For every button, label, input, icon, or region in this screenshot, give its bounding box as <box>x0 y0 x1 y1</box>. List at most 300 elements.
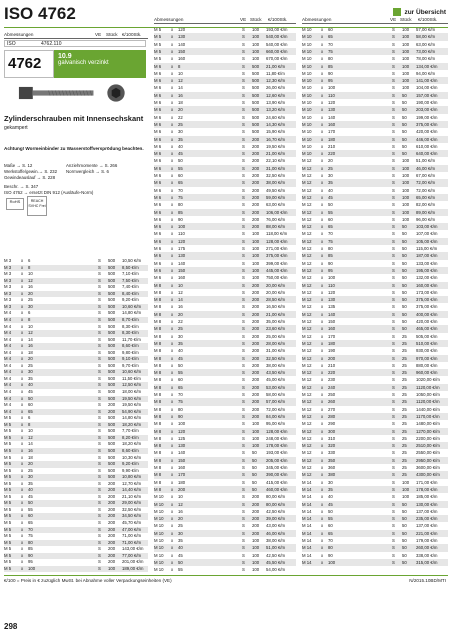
row-length: 35 <box>328 486 333 492</box>
row-qty: 50 <box>402 282 407 288</box>
row-length: 55 <box>28 506 33 512</box>
row-x: x <box>21 415 24 421</box>
row-qty: 100 <box>252 27 260 32</box>
row-qty: 100 <box>402 70 410 76</box>
row-price: 118,00 €/m <box>266 231 288 237</box>
row-length: 150 <box>178 267 186 273</box>
row-ve: S <box>98 559 101 565</box>
mid-col-head-dim: Abmessungen <box>154 17 184 22</box>
row-price: 26,00 €/m <box>266 85 286 91</box>
row-x: x <box>321 406 324 412</box>
row-price: 750,00 €/m <box>266 275 288 281</box>
row-size: M 5 <box>4 559 12 565</box>
row-x: x <box>171 158 174 164</box>
row-length: 70 <box>178 392 183 397</box>
table-row <box>154 333 296 340</box>
row-size: M 3 <box>4 277 12 283</box>
row-price: 57,00 €/m <box>266 399 286 405</box>
row-length: 25 <box>178 326 183 332</box>
row-qty: 200 <box>252 143 260 149</box>
table-row <box>154 449 296 456</box>
row-length: 30 <box>178 129 183 135</box>
row-size: M 14 <box>302 545 312 551</box>
row-qty: 100 <box>402 173 410 178</box>
row-qty: 500 <box>108 277 116 283</box>
row-price: 8,30 €/m <box>122 323 139 329</box>
row-price: 375,00 €/m <box>416 297 438 303</box>
iso-code-box <box>4 40 146 47</box>
ref-beschr[interactable]: Beschr. → S. 347 <box>4 184 39 189</box>
table-row <box>302 501 448 508</box>
row-x: x <box>21 500 24 506</box>
row-ve: S <box>98 323 101 329</box>
row-ve: S <box>392 151 395 157</box>
row-x: x <box>171 362 174 368</box>
row-size: M 6 <box>154 180 162 186</box>
row-size: M 10 <box>302 78 312 84</box>
row-length: 170 <box>328 129 336 135</box>
row-price: 38,00 €/m <box>266 180 286 186</box>
row-price: 9,90 €/m <box>122 467 139 473</box>
row-length: 12 <box>28 330 33 336</box>
table-row <box>302 157 448 164</box>
table-row <box>302 55 448 62</box>
table-row <box>154 201 296 208</box>
row-price: 248,00 €/m <box>266 435 288 441</box>
row-length: 16 <box>178 92 183 98</box>
row-length: 55 <box>178 165 183 171</box>
row-size: M 14 <box>302 486 312 492</box>
table-row <box>154 296 296 303</box>
row-x: x <box>171 413 174 419</box>
row-ve: S <box>392 27 395 32</box>
row-price: 31,00 €/m <box>266 165 286 171</box>
row-x: x <box>171 567 174 573</box>
row-ve: S <box>242 151 245 157</box>
row-size: M 14 <box>302 494 312 500</box>
row-size: M 5 <box>4 513 12 519</box>
row-x: x <box>321 107 324 113</box>
row-qty: 200 <box>108 552 116 558</box>
row-size: M 4 <box>4 330 12 336</box>
table-row <box>302 457 448 464</box>
row-qty: 500 <box>252 63 260 69</box>
row-size: M 12 <box>302 450 312 456</box>
ref-anziehmomente[interactable]: Anziehmomente → S. 266 <box>66 163 118 168</box>
table-row <box>154 179 296 186</box>
table-row <box>154 230 296 237</box>
row-x: x <box>21 421 24 427</box>
row-ve: S <box>242 406 245 412</box>
iso-code-prefix: ISO <box>7 41 16 47</box>
row-price: 19,50 €/m <box>122 402 142 408</box>
row-x: x <box>171 143 174 149</box>
row-ve: S <box>392 465 395 470</box>
table-row <box>302 136 448 143</box>
table-row <box>302 92 448 99</box>
row-size: M 12 <box>302 297 312 303</box>
row-price: 28,50 €/m <box>266 297 286 303</box>
row-ve: S <box>98 461 101 467</box>
row-ve: S <box>392 355 395 361</box>
row-length: 20 <box>28 356 33 362</box>
row-length: 70 <box>328 231 333 237</box>
row-length: 250 <box>328 392 336 397</box>
row-ve: S <box>242 238 245 244</box>
row-x: x <box>321 384 324 390</box>
row-x: x <box>171 289 174 295</box>
row-x: x <box>321 158 324 164</box>
row-size: M 10 <box>302 27 312 32</box>
table-row <box>154 537 296 544</box>
ref-normvergleich[interactable]: Normvergleich → S. 6 <box>66 169 109 174</box>
row-price: 32,50 €/m <box>266 355 286 361</box>
row-x: x <box>321 516 324 522</box>
row-x: x <box>171 494 174 500</box>
row-ve: S <box>242 275 245 281</box>
row-price: 960,00 €/m <box>416 370 438 376</box>
row-qty: 25 <box>402 355 407 361</box>
row-size: M 8 <box>154 362 162 368</box>
row-price: 24,60 €/m <box>266 114 286 120</box>
row-price: 54,90 €/m <box>122 408 142 414</box>
row-x: x <box>171 78 174 84</box>
row-size: M 6 <box>154 92 162 98</box>
row-x: x <box>321 435 324 441</box>
row-size: M 3 <box>4 264 12 270</box>
table-row <box>154 552 296 559</box>
row-price: 8,20 €/m <box>122 434 139 440</box>
row-price: 76,00 €/m <box>266 216 286 222</box>
row-size: M 8 <box>154 435 162 441</box>
row-price: 28,00 €/m <box>266 340 286 346</box>
row-price: 67,00 €/m <box>416 173 436 178</box>
row-size: M 14 <box>302 501 312 507</box>
row-qty: 200 <box>108 402 116 408</box>
row-qty: 50 <box>402 311 407 317</box>
row-qty: 100 <box>252 246 260 251</box>
row-qty: 50 <box>402 559 407 565</box>
row-ve: S <box>98 454 101 460</box>
row-x: x <box>321 48 324 54</box>
row-qty: 500 <box>108 310 116 316</box>
row-ve: S <box>242 472 245 478</box>
row-length: 20 <box>178 516 183 522</box>
row-qty: 25 <box>402 348 407 354</box>
overview-link[interactable] <box>393 8 446 16</box>
row-ve: S <box>98 330 101 336</box>
row-length: 280 <box>328 413 336 419</box>
row-x: x <box>321 472 324 478</box>
row-x: x <box>321 559 324 565</box>
row-length: 95 <box>328 78 333 84</box>
row-qty: 500 <box>108 264 116 270</box>
row-ve: S <box>242 340 245 346</box>
row-qty: 200 <box>252 326 260 332</box>
row-qty: 200 <box>108 487 116 493</box>
row-x: x <box>171 333 174 339</box>
row-size: M 10 <box>302 100 312 105</box>
row-x: x <box>321 370 324 376</box>
row-price: 9,20 €/m <box>122 461 139 467</box>
row-x: x <box>321 180 324 186</box>
row-length: 75 <box>328 238 333 244</box>
row-price: 12,50 €/m <box>122 382 142 388</box>
row-ve: S <box>392 311 395 317</box>
row-qty: 100 <box>252 56 260 62</box>
table-row <box>4 382 148 389</box>
row-size: M 8 <box>154 399 162 405</box>
row-price: 1020,00 €/m <box>416 377 440 383</box>
row-size: M 12 <box>302 187 312 193</box>
row-size: M 10 <box>302 92 312 98</box>
table-row <box>154 464 296 471</box>
row-x: x <box>321 78 324 84</box>
row-ve: S <box>392 457 395 463</box>
row-size: M 4 <box>4 395 12 401</box>
row-x: x <box>171 552 174 558</box>
row-ve: S <box>98 310 101 316</box>
table-row <box>154 508 296 515</box>
row-length: 110 <box>328 282 335 288</box>
row-size: M 10 <box>154 501 164 507</box>
row-qty: 200 <box>252 187 260 193</box>
row-x: x <box>321 224 324 230</box>
row-qty: 100 <box>252 238 260 244</box>
row-ve: S <box>392 428 395 434</box>
row-price: 23,60 €/m <box>266 326 286 332</box>
table-row <box>302 398 448 405</box>
row-length: 65 <box>28 520 33 525</box>
ref-werkstoffe[interactable]: Werkstoffe/gewin.→ S. 232 <box>4 169 58 174</box>
row-size: M 12 <box>302 311 312 317</box>
row-qty: 100 <box>402 41 410 47</box>
row-x: x <box>171 100 174 105</box>
row-length: 150 <box>328 319 336 324</box>
row-qty: 200 <box>252 202 260 208</box>
row-x: x <box>171 151 174 157</box>
row-size: M 5 <box>4 506 12 512</box>
row-qty: 200 <box>252 180 260 186</box>
table-row <box>302 33 448 40</box>
row-size: M 12 <box>302 194 312 200</box>
row-qty: 100 <box>402 479 410 485</box>
row-ve: S <box>392 406 395 412</box>
table-row <box>302 26 448 33</box>
row-size: M 10 <box>302 136 312 142</box>
row-price: 105,00 €/m <box>416 238 438 244</box>
row-x: x <box>21 546 24 552</box>
row-length: 45 <box>178 151 183 157</box>
table-row <box>154 245 296 252</box>
row-price: 132,00 €/m <box>416 275 438 281</box>
row-ve: S <box>392 34 395 40</box>
row-x: x <box>321 238 324 244</box>
row-length: 30 <box>28 474 33 480</box>
row-size: M 5 <box>4 565 12 571</box>
row-price: 193,00 €/m <box>266 27 288 32</box>
row-x: x <box>21 559 24 565</box>
row-ve: S <box>242 297 245 303</box>
row-price: 43,00 €/m <box>266 523 286 529</box>
row-price: 13,20 €/m <box>266 107 286 113</box>
row-ve: S <box>392 552 395 558</box>
row-price: 420,00 €/m <box>416 129 438 135</box>
row-x: x <box>171 34 174 40</box>
row-size: M 12 <box>302 392 312 397</box>
row-length: 60 <box>28 513 33 519</box>
row-ve: S <box>392 129 395 135</box>
row-ve: S <box>98 434 101 440</box>
row-size: M 10 <box>302 129 312 135</box>
row-ve: S <box>242 267 245 273</box>
row-ve: S <box>98 303 101 309</box>
row-x: x <box>321 282 324 288</box>
row-length: 310 <box>328 435 336 441</box>
row-ve: S <box>392 450 395 456</box>
row-x: x <box>21 434 24 440</box>
right-col-head-price: €/100Stk. <box>418 17 438 22</box>
row-length: 75 <box>28 533 33 539</box>
row-x: x <box>171 538 174 543</box>
row-qty: 100 <box>252 538 260 543</box>
ref-gewindeauslauf[interactable]: Gewindeauslauf → S. 228 <box>4 175 56 180</box>
row-price: 390,00 €/m <box>266 472 288 478</box>
grade-box <box>54 50 146 78</box>
row-x: x <box>171 326 174 332</box>
row-x: x <box>21 284 24 290</box>
row-qty: 200 <box>108 513 116 519</box>
row-size: M 8 <box>154 377 162 383</box>
row-price: 2950,00 €/m <box>416 457 440 463</box>
row-qty: 500 <box>252 78 260 84</box>
row-ve: S <box>98 375 101 381</box>
row-ve: S <box>392 92 395 98</box>
row-ve: S <box>98 421 101 427</box>
table-row <box>302 384 448 391</box>
row-ve: S <box>392 392 395 397</box>
row-qty: 50 <box>252 450 257 456</box>
row-price: 80,00 €/m <box>266 494 286 500</box>
row-qty: 25 <box>402 435 407 441</box>
row-x: x <box>21 375 24 381</box>
table-row <box>302 544 448 551</box>
row-qty: 100 <box>252 260 260 266</box>
row-price: 260,00 €/m <box>416 545 438 551</box>
row-length: 160 <box>328 326 336 332</box>
row-ve: S <box>242 538 245 543</box>
row-price: 199,00 €/m <box>416 114 438 120</box>
table-row <box>302 435 448 442</box>
row-qty: 100 <box>402 202 410 208</box>
row-price: 178,00 €/m <box>416 486 438 492</box>
table-row <box>302 296 448 303</box>
row-x: x <box>171 260 174 266</box>
row-qty: 25 <box>402 340 407 346</box>
row-price: 96,00 €/m <box>416 216 436 222</box>
row-length: 45 <box>28 389 33 394</box>
row-qty: 200 <box>252 348 260 354</box>
row-length: 90 <box>28 552 33 558</box>
row-length: 70 <box>28 526 33 532</box>
row-qty: 200 <box>252 355 260 361</box>
row-length: 6 <box>28 310 31 316</box>
row-length: 50 <box>328 508 333 514</box>
row-qty: 200 <box>252 508 260 514</box>
row-x: x <box>321 355 324 361</box>
row-x: x <box>171 392 174 397</box>
row-ve: S <box>98 565 101 571</box>
row-x: x <box>321 479 324 485</box>
table-row <box>302 252 448 259</box>
table-row <box>154 428 296 435</box>
row-size: M 12 <box>302 465 312 470</box>
table-row <box>154 318 296 325</box>
ref-maße[interactable]: Maße → S. 12 <box>4 163 33 168</box>
row-size: M 6 <box>154 202 162 208</box>
row-size: M 8 <box>154 472 162 478</box>
row-length: 30 <box>328 479 333 485</box>
row-length: 55 <box>178 567 183 573</box>
row-length: 290 <box>328 421 336 427</box>
row-ve: S <box>392 209 395 215</box>
row-price: 415,00 €/m <box>266 479 288 485</box>
row-length: 140 <box>178 450 186 456</box>
row-x: x <box>21 539 24 545</box>
table-row <box>154 457 296 464</box>
row-ve: S <box>242 523 245 529</box>
row-x: x <box>171 70 174 76</box>
row-ve: S <box>242 435 245 441</box>
row-length: 90 <box>328 260 333 266</box>
row-qty: 200 <box>252 194 260 200</box>
row-qty: 25 <box>402 428 407 434</box>
row-qty: 50 <box>402 260 407 266</box>
row-x: x <box>21 533 24 539</box>
row-length: 240 <box>328 384 336 390</box>
row-price: 42,50 €/m <box>266 552 286 558</box>
row-x: x <box>171 377 174 383</box>
row-size: M 3 <box>4 271 12 277</box>
row-price: 63,00 €/m <box>266 202 286 208</box>
row-ve: S <box>392 304 395 310</box>
row-ve: S <box>98 539 101 545</box>
row-length: 65 <box>328 34 333 40</box>
row-ve: S <box>98 493 101 499</box>
row-ve: S <box>392 486 395 492</box>
table-row <box>4 284 148 291</box>
row-ve: S <box>242 107 245 113</box>
row-qty: 200 <box>252 384 260 390</box>
row-price: 1270,00 €/m <box>416 428 440 434</box>
row-ve: S <box>98 356 101 362</box>
row-ve: S <box>98 362 101 368</box>
row-x: x <box>21 487 24 493</box>
row-ve: S <box>242 319 245 324</box>
row-size: M 5 <box>4 434 12 440</box>
row-qty: 100 <box>252 253 260 259</box>
row-qty: 50 <box>402 538 407 543</box>
row-price: 399,00 €/m <box>266 260 288 266</box>
screw-illustration <box>4 80 150 106</box>
row-length: 60 <box>28 402 33 408</box>
row-size: M 3 <box>4 258 12 263</box>
row-ve: S <box>392 165 395 171</box>
row-x: x <box>321 501 324 507</box>
row-qty: 50 <box>402 304 407 310</box>
row-size: M 12 <box>302 384 312 390</box>
row-length: 85 <box>178 209 183 215</box>
